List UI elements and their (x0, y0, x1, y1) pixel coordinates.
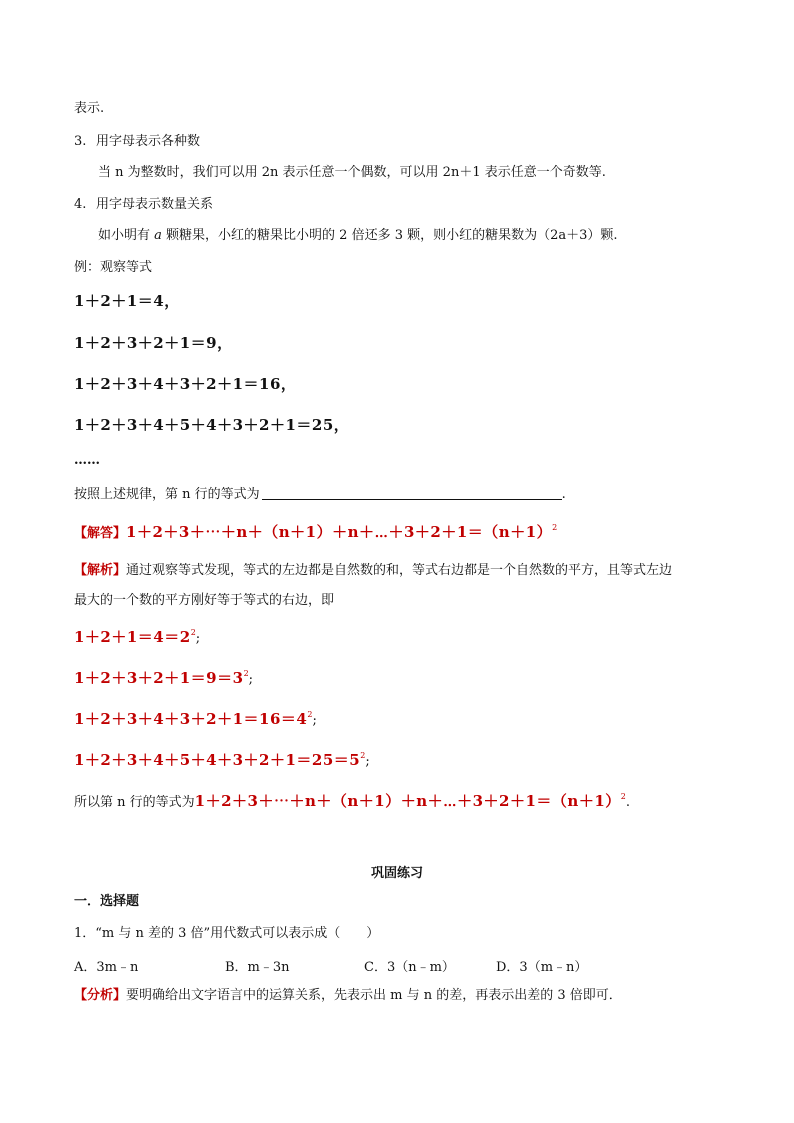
conclusion-formula: 1＋2＋3＋⋯＋n＋（n＋1）＋n＋⋯＋3＋2＋1＝（n＋1） (194, 792, 621, 810)
example-ellipsis: …… (74, 453, 100, 468)
option-b[interactable]: B．m﹣3n (225, 960, 290, 975)
analysis-eq-1-exponent: 2 (190, 628, 196, 637)
practice-analysis-text: 要明确给出文字语言中的运算关系，先表示出 m 与 n 的差，再表示出差的 3 倍即可． (126, 988, 622, 1003)
question-1: 1．“m 与 n 差的 3 倍”用代数式可以表示成（ ） (74, 926, 380, 941)
conclusion-exponent: 2 (620, 792, 626, 801)
item-4-heading (74, 196, 213, 214)
option-c[interactable]: C．3（n﹣m） (364, 960, 455, 975)
analysis-eq-3-body: 1＋2＋3＋4＋3＋2＋1＝16＝4 (74, 710, 308, 728)
analysis-text-1: 通过观察等式发现，等式的左边都是自然数的和，等式右边都是一个自然数的平方，且等式左边 (126, 563, 673, 578)
example-equation-1: 1＋2＋1＝4， (74, 292, 180, 310)
item-4-desc-part-a: 如小明有 (98, 228, 155, 243)
analysis-eq-4-body: 1＋2＋3＋4＋5＋4＋3＋2＋1＝25＝5 (74, 751, 361, 769)
analysis-equation-4 (74, 751, 370, 771)
analysis-eq-1-end: ; (195, 631, 201, 646)
item-3-title: 用字母表示各种数 (96, 134, 201, 149)
analysis-equation-1 (74, 628, 200, 648)
analysis-eq-4-exponent: 2 (360, 751, 366, 760)
analysis-tag: 【解析】 (74, 563, 127, 578)
section-heading: 一．选择题 (74, 894, 140, 909)
analysis-equation-3 (74, 710, 317, 730)
analysis-equation-2 (74, 669, 253, 689)
analysis-eq-3-exponent: 2 (307, 710, 313, 719)
option-d[interactable]: D．3（m﹣n） (496, 960, 588, 975)
analysis-eq-1-body: 1＋2＋1＝4＝2 (74, 628, 191, 646)
answer-exponent: 2 (552, 523, 558, 532)
option-a[interactable]: A．3m﹣n (74, 960, 139, 975)
item-4-number: 4. (74, 197, 87, 212)
item-4-desc-part-b: 颗糖果，小红的糖果比小明的 2 倍还多 3 颗，则小红的糖果数为（2a＋3）颗. (161, 228, 618, 243)
practice-analysis-tag: 【分析】 (74, 988, 127, 1003)
example-equation-4: 1＋2＋3＋4＋5＋4＋3＋2＋1＝25， (74, 416, 350, 434)
analysis-eq-2-end: ; (248, 672, 254, 687)
item-3-heading (74, 133, 200, 151)
intro-text-end: 表示. (74, 101, 105, 116)
analysis-line-1 (74, 562, 672, 580)
conclusion-prefix: 所以第 n 行的等式为 (74, 795, 195, 810)
example-equation-2: 1＋2＋3＋2＋1＝9， (74, 334, 233, 352)
answer-formula: 1＋2＋3＋⋯＋n＋（n＋1）＋n＋⋯＋3＋2＋1＝（n＋1） (126, 523, 553, 541)
answer-line (74, 523, 557, 543)
analysis-line-2: 最大的一个数的平方刚好等于等式的右边，即 (74, 593, 335, 608)
practice-heading: 巩固练习 (370, 866, 423, 881)
analysis-eq-2-body: 1＋2＋3＋2＋1＝9＝3 (74, 669, 244, 687)
analysis-eq-4-end: ; (365, 754, 370, 769)
question-period: . (561, 487, 566, 502)
item-3-number: 3. (74, 134, 87, 149)
item-4-title: 用字母表示数量关系 (96, 197, 214, 212)
analysis-conclusion (74, 792, 630, 812)
example-label: 例：观察等式 (74, 260, 153, 275)
answer-tag: 【解答】 (74, 526, 127, 541)
example-equation-3: 1＋2＋3＋4＋3＋2＋1＝16， (74, 375, 297, 393)
answer-blank[interactable] (262, 485, 562, 500)
item-4-description (98, 227, 618, 245)
example-question (74, 485, 566, 504)
item-3-description: 当 n 为整数时，我们可以用 2n 表示任意一个偶数，可以用 2n＋1 表示任意一个奇数等. (98, 165, 606, 180)
item-4-variable: a (154, 228, 162, 243)
analysis-eq-2-exponent: 2 (243, 669, 249, 678)
conclusion-period: . (625, 795, 630, 810)
practice-analysis (74, 987, 622, 1005)
question-text: 按照上述规律，第 n 行的等式为 (74, 487, 260, 502)
analysis-eq-3-end: ; (312, 713, 317, 728)
